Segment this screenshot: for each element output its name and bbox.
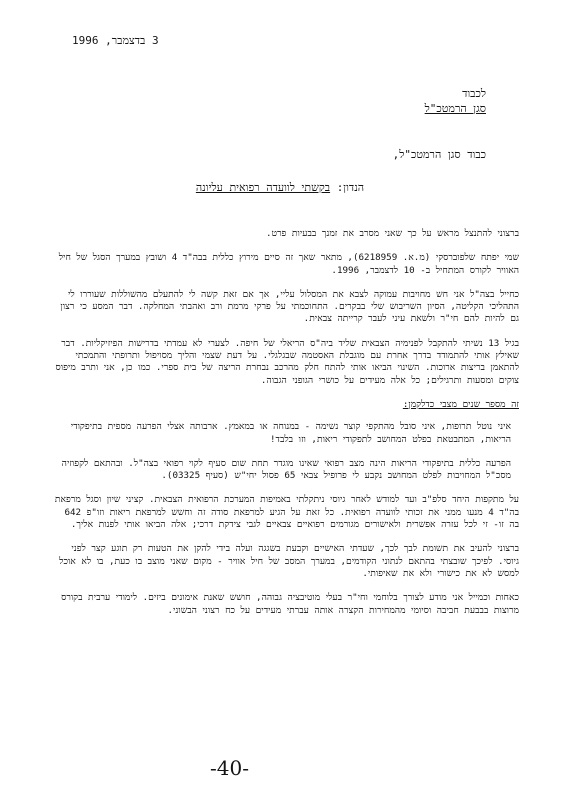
paragraph-10: כאחות וכמייל אני מודע לצורך בלוחמי וחי"ר בעלי מוטיבציה גבוהה, חושש שאנת אימונים ביזים. לימודי ערבית בקורס מרוצות בבבעת חביבה וסיומי מהמחירות הקצרה אותה עברתי מעידים על כח רצוני הבשוני. xyxy=(61,592,519,616)
subject-label: הנדון: xyxy=(336,181,365,194)
paragraph-7: הפרעה כללית בתיפקודי הריאות הינה מצב רפואי שאינו מוגדר תחת שום סעיף לקוי רפואי בצה"ל. ובהתאם לקפוזיה מסכ"ל המחויבות לפלט המחושב נקבע לי פרופיל צבאי 65 פסול יחי"ש (סעיף 03325). xyxy=(61,457,511,482)
recipient-block xyxy=(286,86,486,116)
paragraph-1: ברצוני להתנצל מראש על כך שאני מסרב את זמנך בבעיות פרט. xyxy=(265,228,519,239)
recipient-line-1: לכבוד xyxy=(462,87,486,100)
letter-date: 3 בדצמבר, 1996 xyxy=(72,34,159,47)
paragraph-8: על מתקפות היחד סלפ"ב ועד למודש לאחר גיוסי ניתקלתי באמיפות המערכת הרפואית הצבאית. קציני שיון וסגל מרפאת בה"ד 4 מנעו ממני את זכותי לוועדה רפואית. כל זאת על הגיע למרפאת סודה זה וחשש למרפאת ריאות וזו"פ 642 בה זו- זי לכל עזרה אפשרית ולאישורים מגורמים רפואיים צבאיים לגבי צידקת דרכי; אלה הביאו אותי לפנות אליך. xyxy=(54,494,519,531)
paragraph-6: איני נוטל תרופות, איני סובל מהתקפי קוצר נשימה - במנוחה או במאמץ. ארבותה אצלי הפרעה מספית בתיפקודי הריאות, המתבטאת בפלט המחושב לתפקודי ריאות, וזו בלבד! xyxy=(70,421,511,445)
paragraph-9: ברצוני להעיב את תשומת לבך לכך, שעדתי האישיים וקבעת בשגגה ועלה בידי להקן את הטעות רק תוגע קצר לפני גיוסי. לפיכך שובצתי בהתאם לנתוני הקודמים, במערך המסב של חיל אוויר - מקום שאני מוצב בו כעת, בו לא אוכל למסש לא את כישורי ולא את שאיפותי. xyxy=(59,543,519,579)
paragraph-4: בגיל 13 נשיתי להתקבל לפנימיה הצבאית שליד ביה"ס הריאלי של חיפה. לצערי לא עמדתי בדרישות הפיזיקליות. דבר שאילץ אותי להתמודד בדרך אחרת עם מוגבלת האסטמה שבגלגלי. על דעת שצמי והליך מסויפול ותרופתי והתמכתי להתאמן בריצות ארוכות. השינוי הביאו אותי להתח חלק מהרכב נבחרת הריצה של בית ספרי. כמו כן, אני ותרב מיפוס צוקים ומסעות ותרגילים; כל אלה מעידים על כושרי הגופני הגבוה. xyxy=(55,337,519,386)
paragraph-3: כחייל בצה"ל אני חש מחויבות עמוקה לצבא את המסלול עליי, אך אם זאת קשה לי להתעלם מהשוללות שעוררו לי התהליכי הקליטה, הסיון השריבוש שלי בבקרים. התחוכמתי על פרקי מרמת ורב ואהבתי המחלקה. דבר המסע כי רצון גם להיות להם חי"ר ולשאת עיני לעבר קרייתה צבאית. xyxy=(60,288,519,325)
recipient-line-2: סגן הרמטכ"ל xyxy=(424,102,486,115)
subject-text: בקשתי לוועדה רפואית עליונה xyxy=(195,181,331,194)
salutation: כבוד סגן הרמטכ"ל, xyxy=(392,148,486,161)
subject-line xyxy=(120,181,440,194)
letter-body xyxy=(54,228,519,629)
page-number: -40- xyxy=(210,756,249,780)
paragraph-5: זה מספר שנים מצבי כדלקמן: xyxy=(402,398,519,410)
paragraph-2: שמי יפתח שלפוברסקי (מ.א. 6218959), מתאר שאך זה סיים מירוץ כללית בבה"ד 4 ושובץ במערך הסגל של חיל האוויר לקורס המתחיל ב- 10 לדצמבר, 1996. xyxy=(58,252,519,276)
